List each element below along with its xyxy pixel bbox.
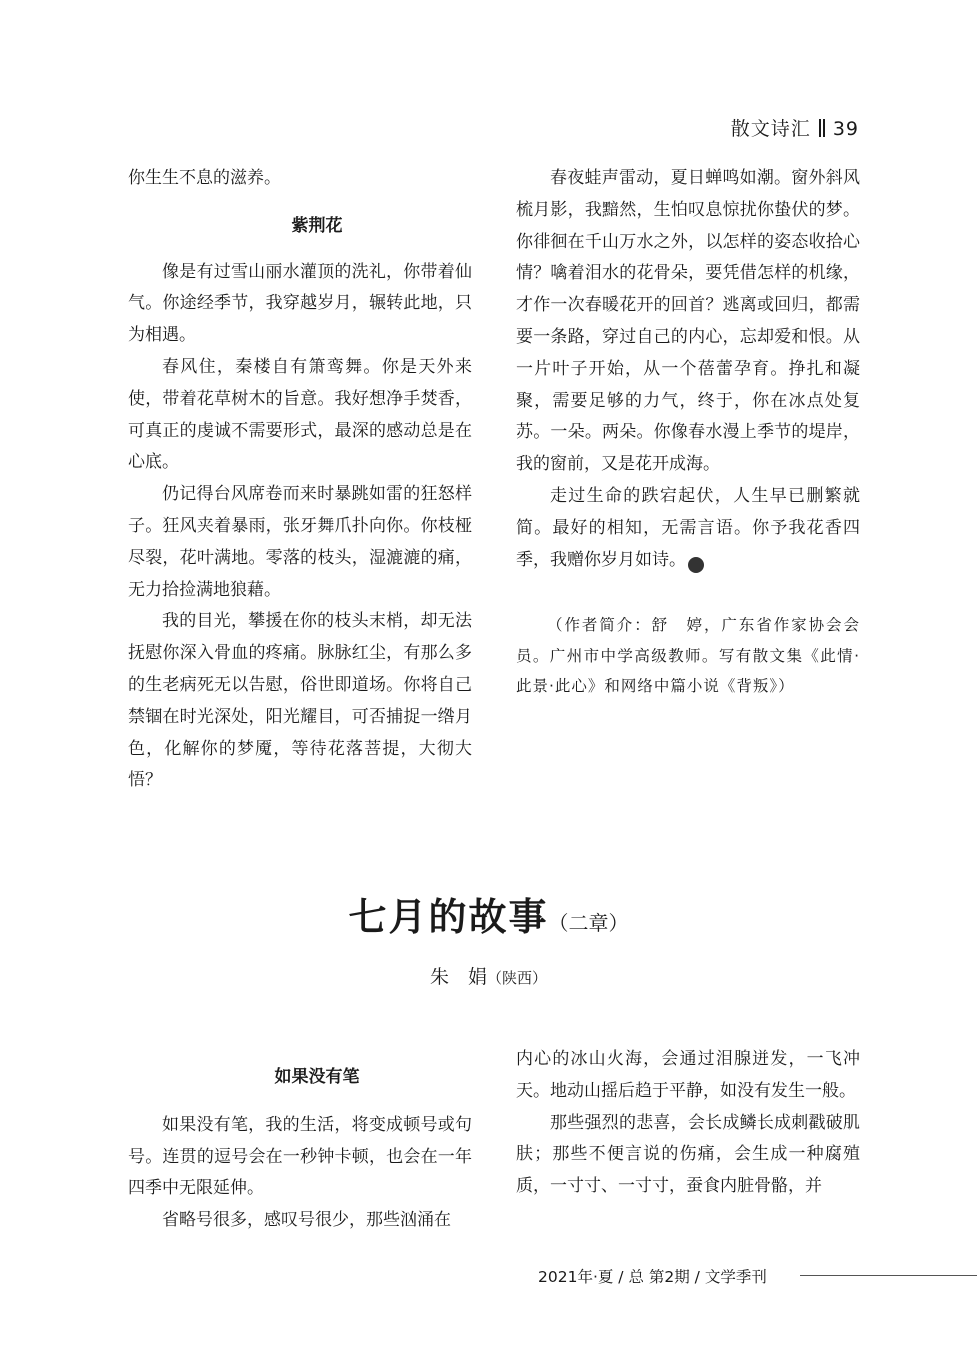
author-bio: （作者简介：舒 婷，广东省作家协会会员。广州市中学高级教师。写有散文集《此情·此景·此心》和网络中篇小说《背叛》）	[516, 616, 860, 696]
section-subtitle: 如果没有笔	[274, 1067, 360, 1087]
end-mark-icon: 终	[688, 557, 704, 573]
title-suffix: （二章）	[548, 911, 629, 935]
title-main: 七月的故事	[348, 894, 549, 939]
lead-line: 内心的冰山火海，会通过泪腺迸发，一飞冲天。地动山摇后趋于平静，如没有发生一般。	[516, 1049, 860, 1101]
lead-line: 你生生不息的滋养。	[128, 168, 281, 188]
paragraph: 仍记得台风席卷而来时暴跳如雷的狂怒样子。狂风夹着暴雨，张牙舞爪扑向你。你枝桠尽裂，花叶满地。零落的枝头，湿漉漉的痛，无力拾捡满地狼藉。	[128, 484, 472, 600]
author-name: 朱 娟	[429, 966, 487, 988]
page-number: 39	[832, 118, 859, 140]
paragraph	[516, 481, 860, 576]
section-name: 散文诗汇	[730, 118, 811, 140]
footer-rule	[800, 1275, 977, 1276]
page-footer: 2021年·夏 / 总 第2期 / 文学季刊	[538, 1268, 767, 1286]
paragraph: 省略号很多，感叹号很少，那些汹涌在	[162, 1210, 451, 1231]
column-bottom-left	[128, 1062, 472, 1237]
paragraph: 那些强烈的悲喜，会长成鳞长成刺戳破肌肤；那些不便言说的伤痛，会生成一种腐殖质，一寸寸、一寸寸，蚕食内脏骨骼，并	[516, 1112, 860, 1197]
paragraph: 像是有过雪山丽水灌顶的洗礼，你带着仙气。你途经季节，我穿越岁月，辗转此地，只为相遇。	[128, 261, 472, 346]
paragraph: 我的目光，攀援在你的枝头末梢，却无法抚慰你深入骨血的疼痛。脉脉红尘，有那么多的生老病死无以告慰，俗世即道场。你将自己禁锢在时光深处，阳光耀目，可否捕捉一绺月色，化解你的梦魇，等待花落菩提，大彻大悟？	[128, 611, 472, 791]
paragraph: 春风住，秦楼自有箫鸾舞。你是天外来使，带着花草树木的旨意。我好想净手焚香，可真正的虔诚不需要形式，最深的感动总是在心底。	[128, 356, 472, 473]
running-header	[731, 114, 859, 141]
article-author	[0, 962, 977, 989]
paragraph: 春夜蛙声雷动，夏日蝉鸣如潮。窗外斜风梳月影，我黯然，生怕叹息惊扰你蛰伏的梦。你徘徊在千山万水之外，以怎样的姿态收拾心情？噙着泪水的花骨朵，要凭借怎样的机缘，才作一次春暖花开的回首？逃离或回归，都需要一条路，穿过自己的内心，忘却爱和恨。从一片叶子开始，从一个蓓蕾孕育。挣扎和凝聚，需要足够的力气，终于，你在冰点处复苏。一朵。两朵。你像春水漫上季节的堤岸，我的窗前，又是花开成海。	[516, 168, 860, 475]
header-separator	[819, 119, 825, 137]
paragraph-text: 走过生命的跌宕起伏，人生早已删繁就简。最好的相知，无需言语。你予我花香四季，我赠你岁月如诗。	[516, 485, 860, 570]
section-subtitle: 紫荆花	[291, 215, 343, 236]
author-region: （陕西）	[487, 969, 548, 987]
column-top-right	[516, 163, 860, 702]
column-bottom-right	[516, 1044, 860, 1203]
paragraph: 如果没有笔，我的生活，将变成顿号或句号。连贯的逗号会在一秒钟卡顿，也会在一年四季中无限延伸。	[128, 1114, 472, 1199]
column-top-left	[128, 163, 472, 797]
article-title	[0, 886, 977, 941]
